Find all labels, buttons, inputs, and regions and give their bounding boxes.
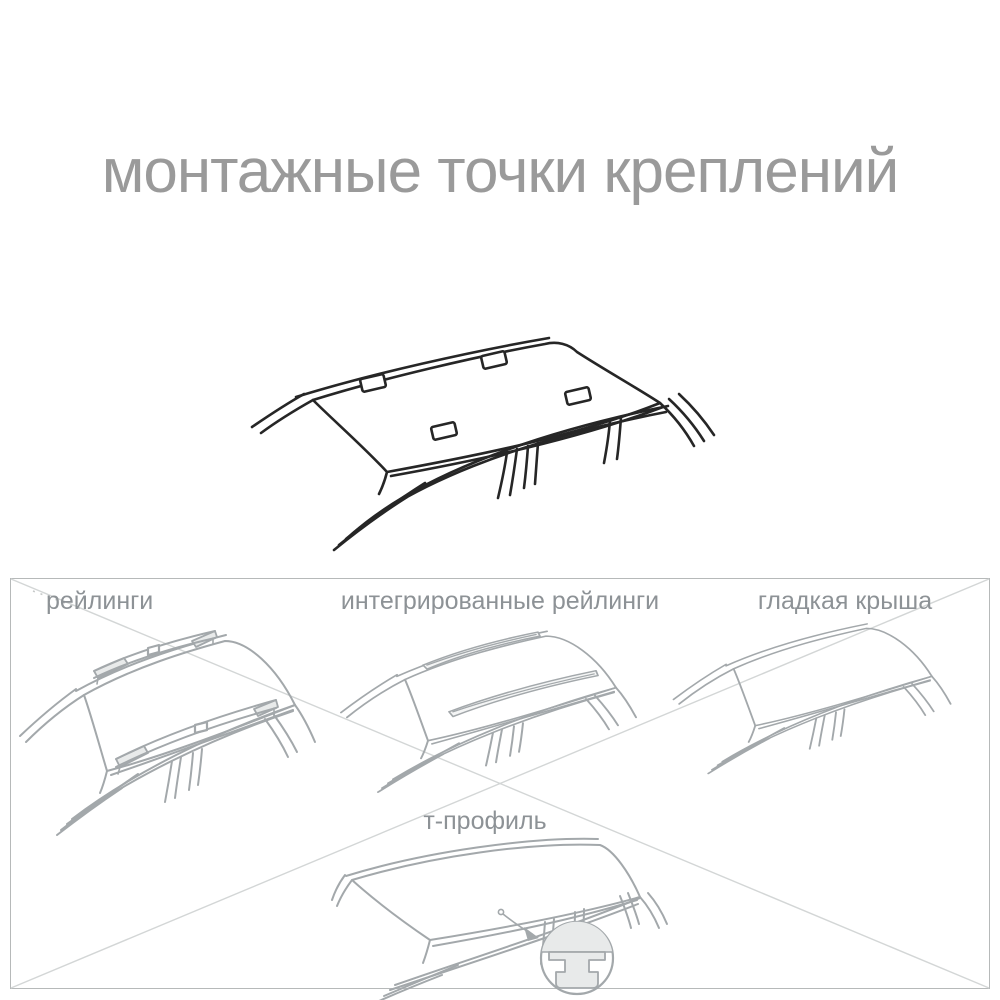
main-roof-mounting-drawing [235, 320, 735, 570]
drawing-smooth-roof [666, 606, 976, 778]
drawing-integrated-rails [333, 612, 663, 797]
panel-label-t-profile: т-профиль [423, 807, 547, 835]
drawing-raised-rails [12, 610, 342, 842]
panel-label-integrated-rails: интегрированные рейлинги [340, 587, 660, 615]
detail-arrow [498, 909, 539, 941]
t-profile-detail-circle [541, 922, 613, 994]
drawing-t-profile [332, 836, 677, 1000]
panel-label-smooth-roof: гладкая крыша [757, 587, 933, 615]
panel-label-raised-rails: рейлинги [46, 587, 154, 615]
page-title: монтажные точки креплений [101, 137, 899, 206]
